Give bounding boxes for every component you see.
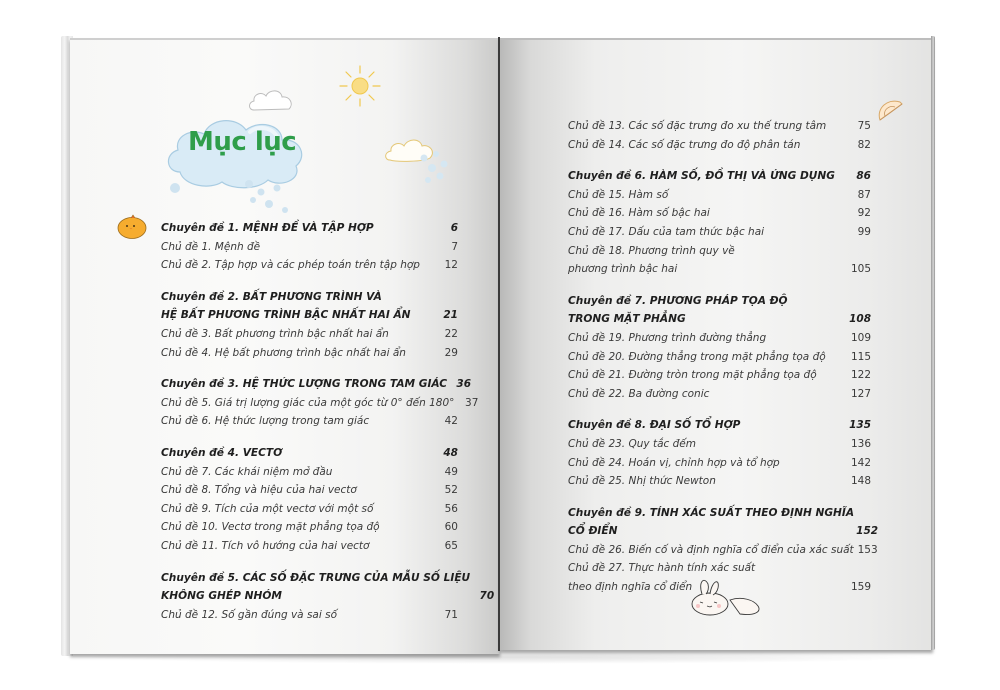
topic-entry[interactable]: Chủ đề 1. Mệnh đề 7 bbox=[161, 238, 458, 257]
topic-entry[interactable]: Chủ đề 18. Phương trình quy về phương trình bậc hai 105 bbox=[568, 242, 871, 279]
topic-entry[interactable]: Chủ đề 13. Các số đặc trưng đo xu thế trung tâm 75 bbox=[568, 117, 871, 136]
page-number: 71 bbox=[444, 608, 458, 621]
topic-entry[interactable]: Chủ đề 24. Hoán vị, chỉnh hợp và tổ hợp 142 bbox=[568, 454, 871, 473]
page-number: 142 bbox=[850, 456, 871, 469]
topic-entry[interactable]: Chủ đề 16. Hàm số bậc hai 92 bbox=[568, 204, 871, 223]
chapter-5-continued bbox=[568, 117, 871, 154]
chapter-heading[interactable]: Chuyên đề 2. BẤT PHƯƠNG TRÌNH VÀ HỆ BẤT PHƯƠNG TRÌNH BẬC NHẤT HAI ẨN 21 bbox=[161, 288, 458, 325]
chapter-heading[interactable]: Chuyên đề 3. HỆ THỨC LƯỢNG TRONG TAM GIÁC 36 bbox=[161, 375, 458, 394]
topic-entry[interactable]: Chủ đề 3. Bất phương trình bậc nhất hai ẩn 22 bbox=[161, 325, 458, 344]
page-number: 65 bbox=[444, 539, 458, 552]
topic-entry[interactable]: Chủ đề 19. Phương trình đường thẳng 109 bbox=[568, 329, 871, 348]
topic-entry[interactable]: Chủ đề 22. Ba đường conic 127 bbox=[568, 385, 871, 404]
page-number: 7 bbox=[451, 240, 458, 253]
page-number: 86 bbox=[856, 170, 871, 183]
page-number: 108 bbox=[849, 313, 871, 326]
chapter-7 bbox=[568, 292, 871, 404]
chapter-2 bbox=[161, 288, 458, 362]
page-number: 127 bbox=[850, 387, 871, 400]
topic-entry[interactable]: Chủ đề 15. Hàm số 87 bbox=[568, 186, 871, 205]
page-number: 75 bbox=[857, 120, 871, 132]
chapter-heading[interactable]: Chuyên đề 7. PHƯƠNG PHÁP TỌA ĐỘ TRONG MẶT PHẲNG 108 bbox=[568, 292, 871, 329]
topic-entry[interactable]: Chủ đề 8. Tổng và hiệu của hai vectơ 52 bbox=[161, 481, 458, 500]
topic-entry[interactable]: Chủ đề 12. Số gần đúng và sai số 71 bbox=[161, 606, 458, 625]
chapter-heading[interactable]: Chuyên đề 4. VECTƠ 48 bbox=[161, 444, 458, 463]
page-number: 29 bbox=[444, 346, 458, 359]
page-number: 99 bbox=[857, 225, 871, 238]
topic-entry[interactable]: Chủ đề 9. Tích của một vectơ với một số 56 bbox=[161, 500, 458, 519]
page-number: 6 bbox=[450, 222, 458, 234]
page-number: 109 bbox=[850, 331, 871, 344]
toc-left-column bbox=[161, 219, 495, 624]
chapter-9 bbox=[568, 504, 879, 597]
page-number: 42 bbox=[444, 415, 458, 428]
chapter-4 bbox=[161, 444, 458, 556]
page-number: 21 bbox=[443, 309, 458, 322]
sun-icon bbox=[338, 64, 382, 108]
yellow-cloud-icon bbox=[384, 136, 454, 196]
small-cloud-icon bbox=[248, 88, 296, 114]
page-number: 122 bbox=[850, 369, 871, 382]
topic-entry[interactable]: Chủ đề 2. Tập hợp và các phép toán trên tập hợp 12 bbox=[161, 256, 458, 275]
page-number: 148 bbox=[850, 475, 871, 488]
topic-entry[interactable]: Chủ đề 26. Biến cố và định nghĩa cổ điển của xác suất 153 bbox=[568, 541, 871, 560]
topic-entry[interactable]: Chủ đề 25. Nhị thức Newton 148 bbox=[568, 472, 871, 491]
chapter-8 bbox=[568, 416, 871, 490]
topic-entry[interactable]: Chủ đề 27. Thực hành tính xác suất theo định nghĩa cổ điển 159 bbox=[568, 559, 871, 596]
page-number: 70 bbox=[479, 590, 495, 603]
toc-right-column bbox=[568, 117, 879, 597]
topic-entry[interactable]: Chủ đề 17. Dấu của tam thức bậc hai 99 bbox=[568, 223, 871, 242]
page-number: 153 bbox=[857, 543, 878, 556]
topic-entry[interactable]: Chủ đề 10. Vectơ trong mặt phẳng tọa độ 60 bbox=[161, 518, 458, 537]
page-number: 37 bbox=[465, 396, 479, 409]
page-number: 135 bbox=[849, 419, 871, 432]
page-number: 87 bbox=[857, 188, 871, 201]
topic-entry[interactable]: Chủ đề 4. Hệ bất phương trình bậc nhất hai ẩn 29 bbox=[161, 344, 458, 363]
page-number: 92 bbox=[857, 207, 871, 220]
page-number: 36 bbox=[456, 378, 472, 391]
page-number: 56 bbox=[444, 502, 458, 515]
page-number: 22 bbox=[444, 327, 458, 340]
chapter-6 bbox=[568, 167, 871, 279]
chapter-heading[interactable]: Chuyên đề 6. HÀM SỐ, ĐỒ THỊ VÀ ỨNG DỤNG 86 bbox=[568, 167, 871, 186]
topic-entry[interactable]: Chủ đề 20. Đường thẳng trong mặt phẳng tọa độ 115 bbox=[568, 348, 871, 367]
chapter-heading[interactable]: Chuyên đề 9. TÍNH XÁC SUẤT THEO ĐỊNH NGHĨA CỔ ĐIỂN 152 bbox=[568, 504, 871, 541]
page-number: 152 bbox=[856, 525, 879, 538]
chick-mascot-icon bbox=[116, 212, 148, 240]
topic-entry[interactable]: Chủ đề 23. Quy tắc đếm 136 bbox=[568, 435, 871, 454]
topic-entry[interactable]: Chủ đề 7. Các khái niệm mở đầu 49 bbox=[161, 463, 458, 482]
chapter-3 bbox=[161, 375, 479, 431]
chapter-heading[interactable]: Chuyên đề 5. CÁC SỐ ĐẶC TRƯNG CỦA MẪU SỐ LIỆU KHÔNG GHÉP NHÓM 70 bbox=[161, 569, 458, 606]
topic-entry[interactable]: Chủ đề 14. Các số đặc trưng đo độ phân tán 82 bbox=[568, 136, 871, 155]
topic-entry[interactable]: Chủ đề 11. Tích vô hướng của hai vectơ 65 bbox=[161, 537, 458, 556]
page-number: 115 bbox=[850, 350, 871, 363]
topic-entry[interactable]: Chủ đề 5. Giá trị lượng giác của một góc từ 0° đến 180° 37 bbox=[161, 394, 458, 413]
chapter-heading[interactable]: Chuyên đề 8. ĐẠI SỐ TỔ HỢP 135 bbox=[568, 416, 871, 435]
page-number: 159 bbox=[850, 581, 871, 594]
page-number: 136 bbox=[850, 437, 871, 450]
chapter-heading[interactable]: Chuyên đề 1. MỆNH ĐỀ VÀ TẬP HỢP 6 bbox=[161, 219, 458, 238]
page-number: 48 bbox=[443, 446, 458, 459]
page-number: 49 bbox=[444, 465, 458, 478]
back-cover-edge bbox=[931, 36, 935, 650]
page-number: 52 bbox=[444, 484, 458, 497]
page-number: 105 bbox=[850, 263, 871, 276]
chapter-1 bbox=[161, 219, 458, 275]
page-number: 82 bbox=[857, 138, 871, 151]
page-title: Mục lục bbox=[188, 127, 297, 157]
page-number: 60 bbox=[444, 521, 458, 534]
page-number: 12 bbox=[444, 259, 458, 272]
topic-entry[interactable]: Chủ đề 6. Hệ thức lượng trong tam giác 42 bbox=[161, 412, 458, 431]
chapter-5 bbox=[161, 569, 495, 625]
protractor-icon bbox=[876, 96, 906, 126]
book-spine bbox=[498, 37, 500, 651]
topic-entry[interactable]: Chủ đề 21. Đường tròn trong mặt phẳng tọa độ 122 bbox=[568, 366, 871, 385]
